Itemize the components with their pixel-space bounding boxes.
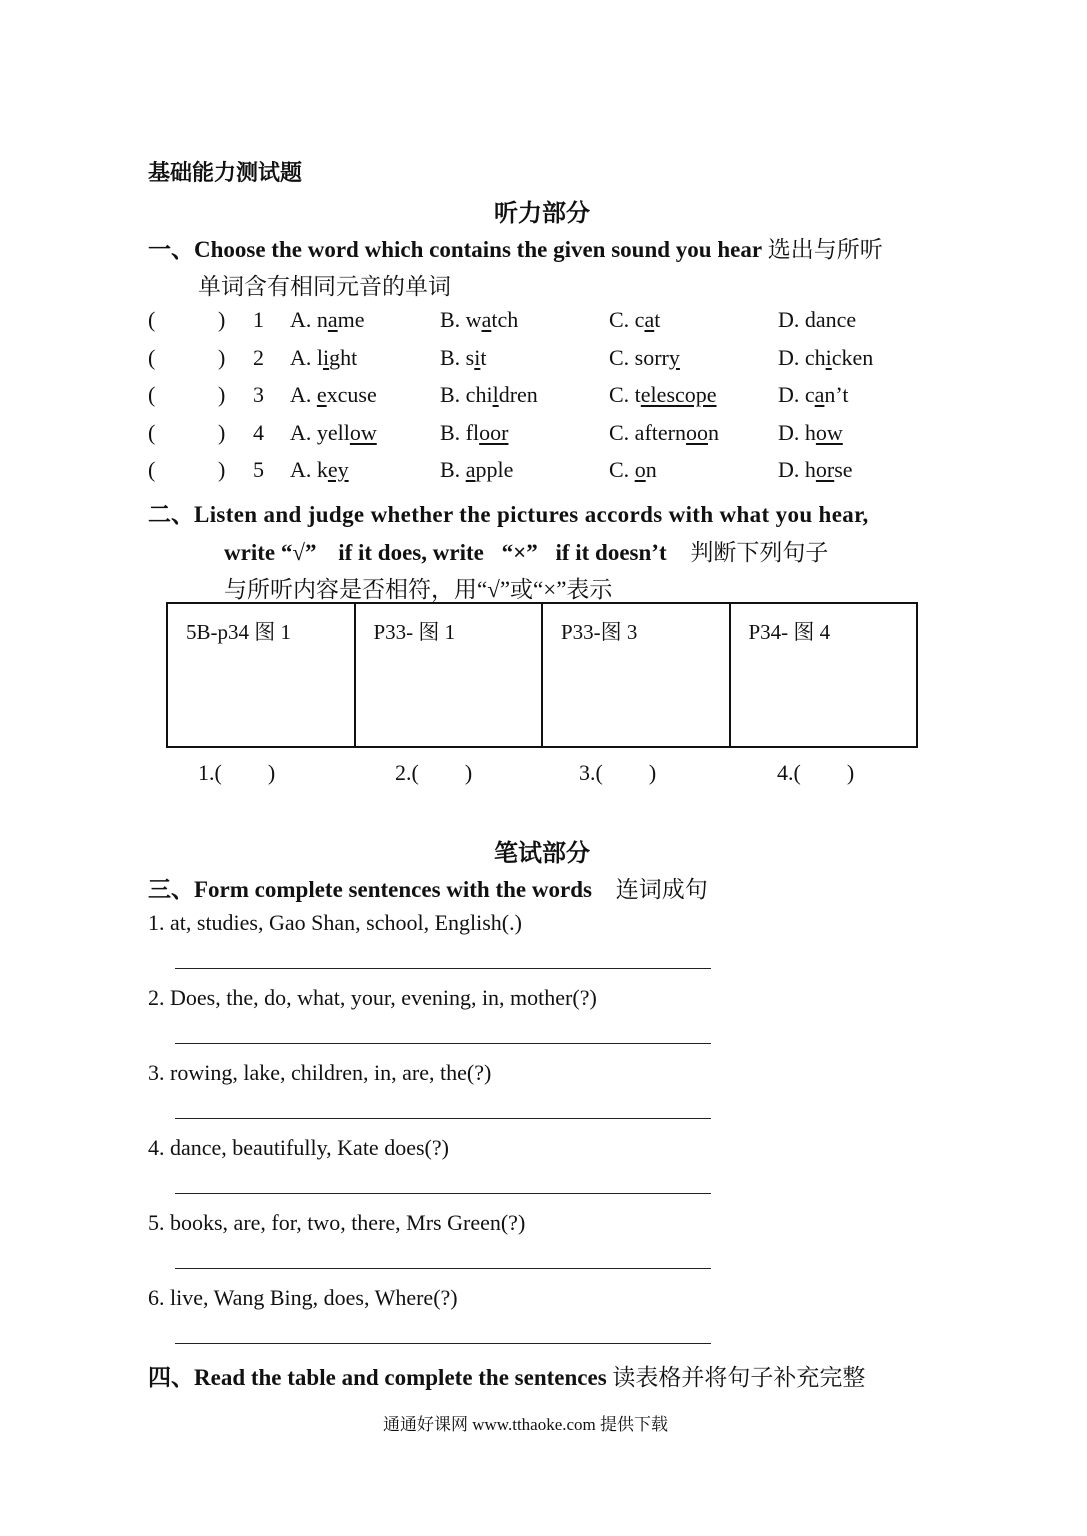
option-b — [440, 345, 487, 371]
option-text: ance — [815, 307, 857, 332]
question-number: 4 — [253, 419, 264, 445]
answer-line-3[interactable] — [175, 1118, 711, 1119]
section1-title-cn: 选出与所听 — [767, 237, 883, 262]
section4-title-cn: 读表格并将句子补充完整 — [612, 1365, 866, 1390]
option-text: ght — [329, 344, 358, 370]
underlined-sound: ow — [349, 419, 377, 445]
answer-paren-close: ) — [218, 344, 226, 370]
option-text: C. sorr — [609, 344, 669, 370]
option-a — [290, 345, 357, 371]
option-a — [290, 382, 377, 408]
underlined-sound: l — [492, 382, 499, 407]
answer-line-4[interactable] — [175, 1193, 711, 1194]
option-c — [609, 345, 680, 371]
section2-cn-text: 判断下列句子 — [690, 540, 829, 565]
option-d — [778, 382, 848, 408]
option-text: dren — [498, 382, 538, 407]
underlined-sound: i — [474, 344, 481, 370]
section3-title-en: Form complete sentences with the words — [194, 877, 592, 902]
section4-number: 四、 — [148, 1365, 194, 1390]
option-text: B. w — [440, 307, 482, 332]
section1-heading — [148, 231, 883, 264]
answer-slot-3[interactable] — [579, 760, 656, 786]
option-text: se — [834, 457, 853, 482]
section3-heading — [148, 871, 708, 904]
option-text: B. chi — [440, 382, 493, 407]
option-text: A. yell — [290, 419, 350, 445]
if-it-doesnt-text: if it doesn’t — [555, 540, 667, 565]
answer-paren-close: ) — [218, 457, 226, 482]
section1-number: 一、 — [148, 237, 194, 262]
option-text: A. l — [290, 344, 323, 370]
sentence-item-6: 6. live, Wang Bing, does, Where(?) — [148, 1285, 458, 1310]
option-a — [290, 420, 377, 446]
picture-cell-1: 5B-p34 图 1 — [167, 603, 355, 747]
option-text: B. s — [440, 344, 475, 370]
option-c — [609, 307, 660, 333]
answer-slot-2[interactable] — [395, 760, 472, 786]
sentence-item-2: 2. Does, the, do, what, your, evening, in, mother(?) — [148, 985, 597, 1010]
question-number: 2 — [253, 344, 264, 370]
option-d — [778, 420, 843, 446]
option-text: n — [707, 419, 719, 445]
answer-close-1: ) — [267, 760, 276, 785]
option-text: xcuse — [326, 382, 377, 407]
writing-heading: 笔试部分 — [494, 841, 590, 867]
option-text: A. — [290, 382, 317, 407]
underlined-sound: a — [465, 457, 476, 482]
option-text: D. d — [778, 307, 816, 332]
option-text: tch — [491, 307, 519, 332]
section2-heading — [148, 496, 940, 529]
option-b — [440, 420, 508, 446]
underlined-sound: a — [327, 307, 338, 332]
option-a — [290, 457, 349, 483]
option-d — [778, 307, 856, 333]
section2-line2 — [224, 534, 828, 567]
underlined-sound: o — [634, 457, 646, 482]
answer-close-3: ) — [648, 760, 657, 785]
option-text: D. ch — [778, 344, 826, 370]
answer-label-4: 4.( — [777, 760, 801, 785]
underlined-sound: a — [814, 382, 825, 407]
underlined-sound: e — [316, 382, 327, 407]
answer-line-1[interactable] — [175, 968, 711, 969]
answer-paren-open: ( — [148, 419, 156, 445]
option-text: A. k — [290, 457, 328, 482]
answer-paren-close: ) — [218, 382, 226, 407]
option-text: C. t — [609, 382, 641, 407]
sentence-item-5: 5. books, are, for, two, there, Mrs Green(?) — [148, 1210, 526, 1235]
answer-line-6[interactable] — [175, 1343, 711, 1344]
option-text: me — [337, 307, 365, 332]
picture-cell-3: P33-图 3 — [542, 603, 730, 747]
underlined-sound: ow — [815, 419, 843, 445]
option-text: D. h — [778, 419, 816, 445]
answer-paren-open: ( — [148, 344, 156, 370]
answer-line-2[interactable] — [175, 1043, 711, 1044]
section1-title-cn-cont: 单词含有相同元音的单词 — [198, 274, 451, 299]
underlined-sound: i — [323, 344, 330, 370]
section2-line3: 与所听内容是否相符，用“√”或“×”表示 — [224, 577, 613, 602]
underlined-sound: a — [644, 307, 655, 332]
option-text: B. fl — [440, 419, 480, 445]
option-text: n’t — [824, 382, 849, 407]
option-d — [778, 457, 853, 483]
answer-line-5[interactable] — [175, 1268, 711, 1269]
answer-label-3: 3.( — [579, 760, 603, 785]
if-it-does-text: if it does, write — [338, 540, 484, 565]
option-b — [440, 307, 518, 333]
section2-line1: Listen and judge whether the pictures accords with what you hear, — [194, 502, 869, 527]
option-text: D. c — [778, 382, 815, 407]
question-number: 5 — [253, 457, 264, 482]
picture-cell-4: P34- 图 4 — [730, 603, 918, 747]
underlined-sound: a — [481, 307, 492, 332]
question-number: 3 — [253, 382, 264, 407]
answer-slot-1[interactable] — [198, 760, 275, 786]
answer-paren-close: ) — [218, 307, 226, 332]
sentence-item-1: 1. at, studies, Gao Shan, school, English(.) — [148, 910, 522, 935]
section4-heading — [148, 1359, 865, 1392]
section4-title-en: Read the table and complete the sentences — [194, 1365, 607, 1390]
write-check-text: write “√” — [224, 540, 317, 565]
option-text: B. — [440, 457, 466, 482]
option-text: n — [645, 457, 657, 482]
underlined-sound: or — [815, 457, 835, 482]
listening-heading: 听力部分 — [494, 201, 590, 227]
underlined-sound: ey — [327, 457, 349, 482]
option-text: pple — [475, 457, 514, 482]
option-b — [440, 382, 538, 408]
section3-number: 三、 — [148, 877, 194, 902]
write-cross-text: “×” — [501, 540, 538, 565]
answer-label-1: 1.( — [198, 760, 222, 785]
option-c — [609, 457, 657, 483]
answer-paren-open: ( — [148, 457, 156, 482]
option-a — [290, 307, 365, 333]
option-d — [778, 345, 873, 371]
section2-number: 二、 — [148, 502, 194, 527]
underlined-sound: elescope — [640, 382, 717, 407]
question-number: 1 — [253, 307, 264, 332]
answer-label-2: 2.( — [395, 760, 419, 785]
option-c — [609, 420, 719, 446]
option-text: D. h — [778, 457, 816, 482]
option-text: cken — [831, 344, 874, 370]
answer-paren-open: ( — [148, 382, 156, 407]
answer-paren-close: ) — [218, 419, 226, 445]
answer-paren-open: ( — [148, 307, 156, 332]
option-b — [440, 457, 513, 483]
picture-cell-2: P33- 图 1 — [355, 603, 543, 747]
option-text: t — [654, 307, 661, 332]
document-title: 基础能力测试题 — [148, 160, 303, 185]
section3-title-cn: 连词成句 — [615, 877, 708, 902]
option-c — [609, 382, 717, 408]
answer-close-2: ) — [464, 760, 473, 785]
answer-close-4: ) — [846, 760, 855, 785]
page-footer: 通通好课网 www.tthaoke.com 提供下载 — [383, 1415, 669, 1434]
option-text: t — [480, 344, 487, 370]
underlined-sound: oo — [685, 419, 708, 445]
option-text: C. — [609, 457, 635, 482]
option-text: A. n — [290, 307, 328, 332]
sentence-item-4: 4. dance, beautifully, Kate does(?) — [148, 1135, 449, 1160]
underlined-sound: i — [825, 344, 832, 370]
option-text: C. aftern — [609, 419, 686, 445]
picture-table — [166, 602, 918, 748]
option-text: C. c — [609, 307, 645, 332]
answer-slot-4[interactable] — [777, 760, 854, 786]
underlined-sound: oor — [479, 419, 509, 445]
sentence-item-3: 3. rowing, lake, children, in, are, the(?) — [148, 1060, 492, 1085]
underlined-sound: y — [668, 344, 680, 370]
section1-title-en: Choose the word which contains the given sound you hear — [194, 237, 763, 262]
